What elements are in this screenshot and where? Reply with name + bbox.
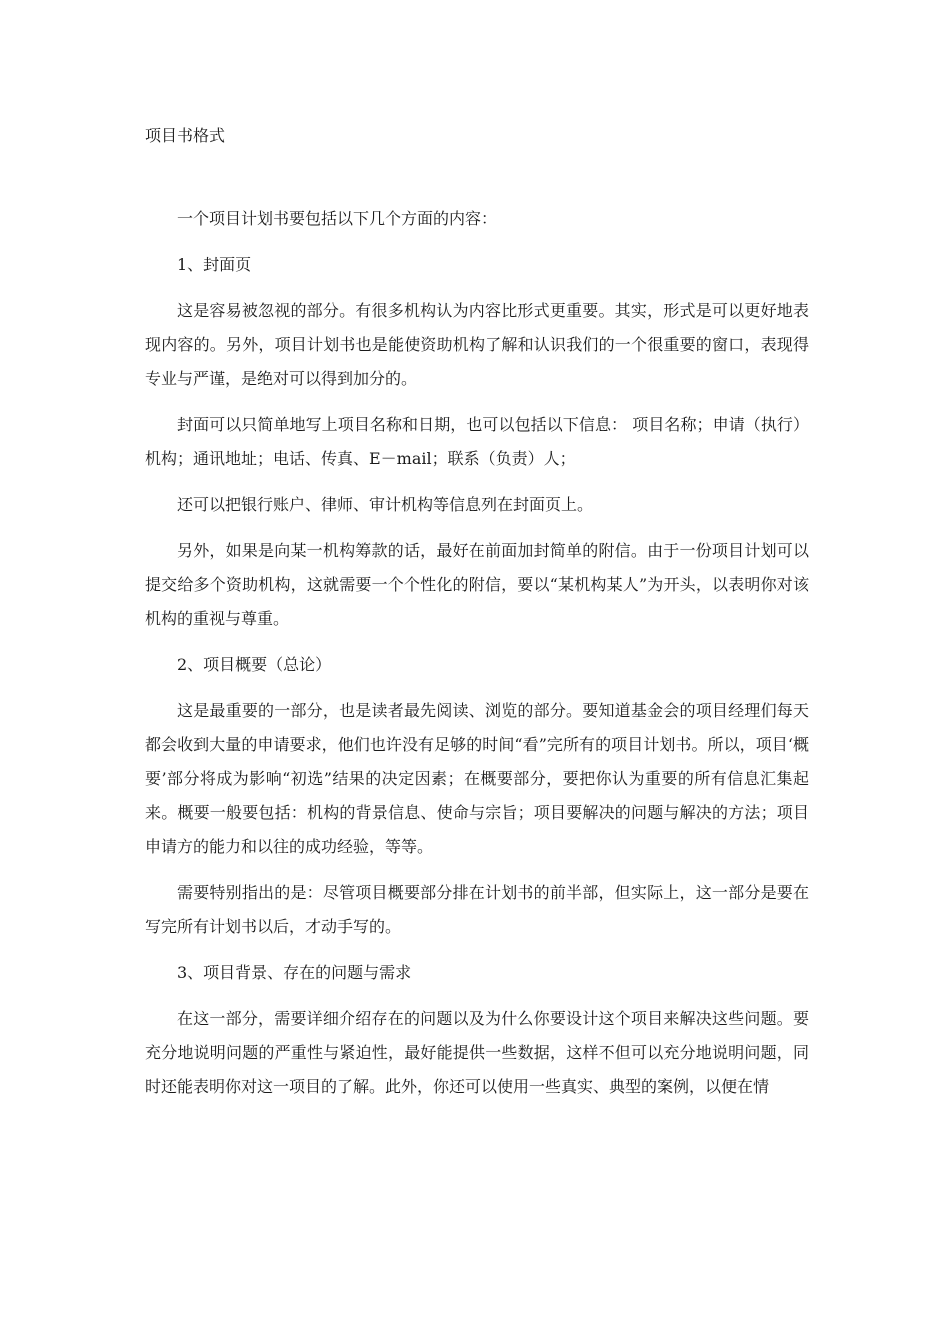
body-paragraph: 这是容易被忽视的部分。有很多机构认为内容比形式更重要。其实，形式是可以更好地表现内容的。另外，项目计划书也是能使资助机构了解和认识我们的一个很重要的窗口，表现得专业与严谨，是绝对可以得到加分的。: [145, 301, 809, 388]
body-paragraph: 这是最重要的一部分，也是读者最先阅读、浏览的部分。要知道基金会的项目经理们每天都会收到大量的申请要求，他们也许没有足够的时间“看”完所有的项目计划书。所以，项目‘概要’部分将成为影响“初选”结果的决定因素；在概要部分，要把你认为重要的所有信息汇集起来。概要一般要包括：机构的背景信息、使命与宗旨；项目要解决的问题与解决的方法；项目申请方的能力和以往的成功经验，等等。: [145, 701, 809, 856]
body-paragraph: 另外，如果是向某一机构筹款的话，最好在前面加封简单的附信。由于一份项目计划可以提交给多个资助机构，这就需要一个个性化的附信，要以“某机构某人”为开头，以表明你对该机构的重视与尊重。: [145, 541, 809, 628]
document-title: 项目书格式: [145, 126, 226, 145]
body-paragraph: 封面可以只简单地写上项目名称和日期，也可以包括以下信息： 项目名称；申请（执行）机构；通讯地址；电话、传真、E－mail；联系（负责）人；: [145, 415, 809, 468]
section-heading-summary: 2、项目概要（总论）: [177, 655, 332, 674]
body-paragraph: 需要特别指出的是：尽管项目概要部分排在计划书的前半部，但实际上，这一部分是要在写完所有计划书以后，才动手写的。: [145, 883, 809, 936]
section-heading-background: 3、项目背景、存在的问题与需求: [177, 963, 412, 982]
intro-paragraph: 一个项目计划书要包括以下几个方面的内容：: [177, 209, 498, 228]
document-body: [145, 202, 809, 1116]
body-paragraph: 还可以把银行账户、律师、审计机构等信息列在封面页上。: [177, 495, 594, 514]
body-paragraph: 在这一部分，需要详细介绍存在的问题以及为什么你要设计这个项目来解决这些问题。要充分地说明问题的严重性与紧迫性，最好能提供一些数据，这样不但可以充分地说明问题，同时还能表明你对这一项目的了解。此外，你还可以使用一些真实、典型的案例，以便在情: [145, 1009, 809, 1096]
section-heading-cover: 1、封面页: [177, 255, 252, 274]
